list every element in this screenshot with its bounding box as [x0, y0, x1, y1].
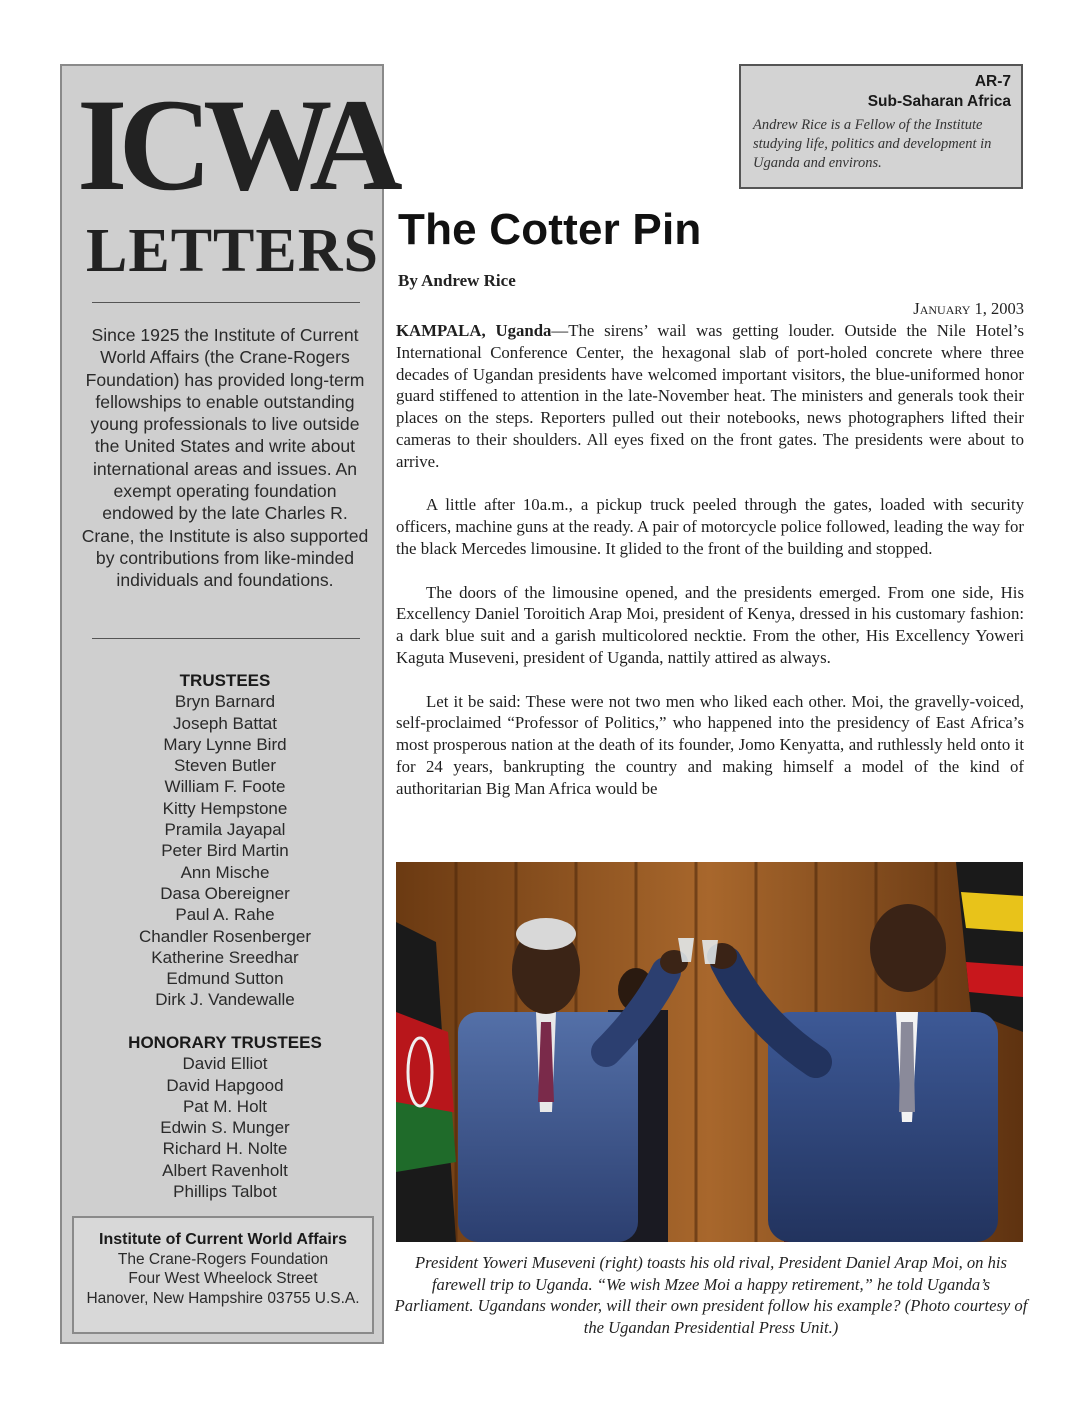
honorary-trustee-name: Edwin S. Munger	[160, 1118, 290, 1138]
trustee-name: Ann Mische	[180, 862, 270, 882]
article-paragraph: The doors of the limousine opened, and the presidents emerged. From one side, His Excellency Daniel Toroitich Arap Moi, president of Kenya, dressed in his customary fashion: a dark blue suit and a garish multicolored necktie. From the other, His Excellency Yoweri Kaguta Museveni, president of Uganda, nattily attired as always.	[396, 582, 1024, 667]
honorary-trustee-name: Richard H. Nolte	[162, 1139, 288, 1159]
trustee-name: Mary Lynne Bird	[163, 734, 287, 754]
address-line: Hanover, New Hampshire 03755 U.S.A.	[86, 1289, 360, 1307]
trustees-list	[80, 670, 370, 1011]
article-paragraph: A little after 10a.m., a pickup truck peeled through the gates, loaded with security officers, machine guns at the ready. A pair of motorcycle police followed, leading the way for the black Mercedes limousine. It glided to the front of the building and stopped.	[396, 495, 1024, 558]
institute-description: Since 1925 the Institute of Current World Affairs (the Crane-Rogers Foundation) has provided long-term fellowships to enable outstanding young professionals to live outside the United States and write about international areas and issues. An exempt operating foundation endowed by the late Charles R. Crane, the Institute is also supported by contributions from like-minded individuals and foundations.	[81, 325, 369, 591]
trustee-name: Joseph Battat	[173, 713, 277, 733]
trustee-name: Pramila Jayapal	[164, 820, 286, 840]
trustee-name: Chandler Rosenberger	[139, 926, 311, 946]
trustee-name: Paul A. Rahe	[175, 905, 275, 925]
paragraph-text: —The sirens’ wail was getting louder. Outside the Nile Hotel’s International Conference Center, the hexagonal slab of port-holed concrete where three decades of Ugandan presidents have welcomed important visitors, the blue-uniformed honor guard stiffened to attention in the late-November heat. The ministers and generals took their places on the steps. Reporters pulled out their notebooks, news photographers lifted their cameras to their shoulders. All eyes fixed on the front gates. The presidents were about to arrive.	[396, 321, 1024, 471]
honorary-trustee-name: David Elliot	[182, 1054, 268, 1074]
institute-address-box	[72, 1216, 374, 1334]
dateline-lead: KAMPALA, Uganda	[396, 321, 552, 340]
series-region: Sub-Saharan Africa	[867, 93, 1011, 110]
masthead-logo: ICWA	[77, 71, 394, 218]
series-code: AR-7	[974, 73, 1011, 90]
trustee-name: Katherine Sreedhar	[151, 947, 299, 967]
address-line: The Crane-Rogers Foundation	[117, 1250, 329, 1268]
divider	[92, 302, 360, 303]
trustee-name: Peter Bird Martin	[161, 841, 289, 861]
author-description: Andrew Rice is a Fellow of the Institute studying life, politics and development in Uganda and environs.	[753, 117, 992, 171]
photo-caption: President Yoweri Museveni (right) toasts his old rival, President Daniel Arap Moi, on his farewell trip to Uganda. “We wish Mzee Moi a happy retirement,” he told Uganda’s Parliament. Ugandans wonder, will their own president follow his example? (Photo courtesy of the Ugandan Presidential Press Unit.)	[394, 1253, 1028, 1337]
divider	[92, 638, 360, 639]
address-line: Four West Wheelock Street	[128, 1270, 318, 1287]
honorary-trustees-list	[80, 1032, 370, 1202]
honorary-trustee-name: David Hapgood	[166, 1075, 284, 1095]
honorary-trustees-heading: HONORARY TRUSTEES	[128, 1033, 322, 1052]
photo-illustration	[396, 862, 1023, 1242]
trustees-heading: TRUSTEES	[179, 671, 271, 690]
trustee-name: Steven Butler	[173, 756, 277, 776]
honorary-trustee-name: Pat M. Holt	[182, 1096, 268, 1116]
trustee-name: Kitty Hempstone	[162, 798, 288, 818]
article-byline: By Andrew Rice	[398, 271, 516, 290]
trustee-name: Bryn Barnard	[174, 692, 276, 712]
trustee-name: William F. Foote	[164, 777, 286, 797]
article-title: The Cotter Pin	[398, 205, 702, 254]
series-info-box	[739, 64, 1023, 189]
article-paragraph: Let it be said: These were not two men who liked each other. Moi, the gravelly-voiced, self-proclaimed “Professor of Politics,” who happened into the presidency of East Africa’s most prosperous nation at the death of its founder, Jomo Kenyatta, and ruthlessly held onto it for 24 years, bankrupting the country and making himself a model of the kind of authoritarian Big Man Africa would be	[396, 691, 1024, 798]
institute-name: Institute of Current World Affairs	[99, 1231, 347, 1248]
trustee-name: Dasa Obereigner	[160, 883, 290, 903]
trustee-name: Dirk J. Vandewalle	[155, 990, 295, 1010]
article-body	[396, 320, 1024, 800]
trustee-name: Edmund Sutton	[166, 969, 284, 989]
article-date: January 1, 2003	[913, 299, 1024, 318]
article-paragraph	[396, 320, 1024, 473]
masthead-subtitle: LETTERS	[86, 217, 380, 285]
sidebar	[60, 64, 394, 1344]
honorary-trustee-name: Phillips Talbot	[173, 1182, 277, 1202]
article-photo	[396, 862, 1023, 1242]
honorary-trustee-name: Albert Ravenholt	[162, 1160, 288, 1180]
